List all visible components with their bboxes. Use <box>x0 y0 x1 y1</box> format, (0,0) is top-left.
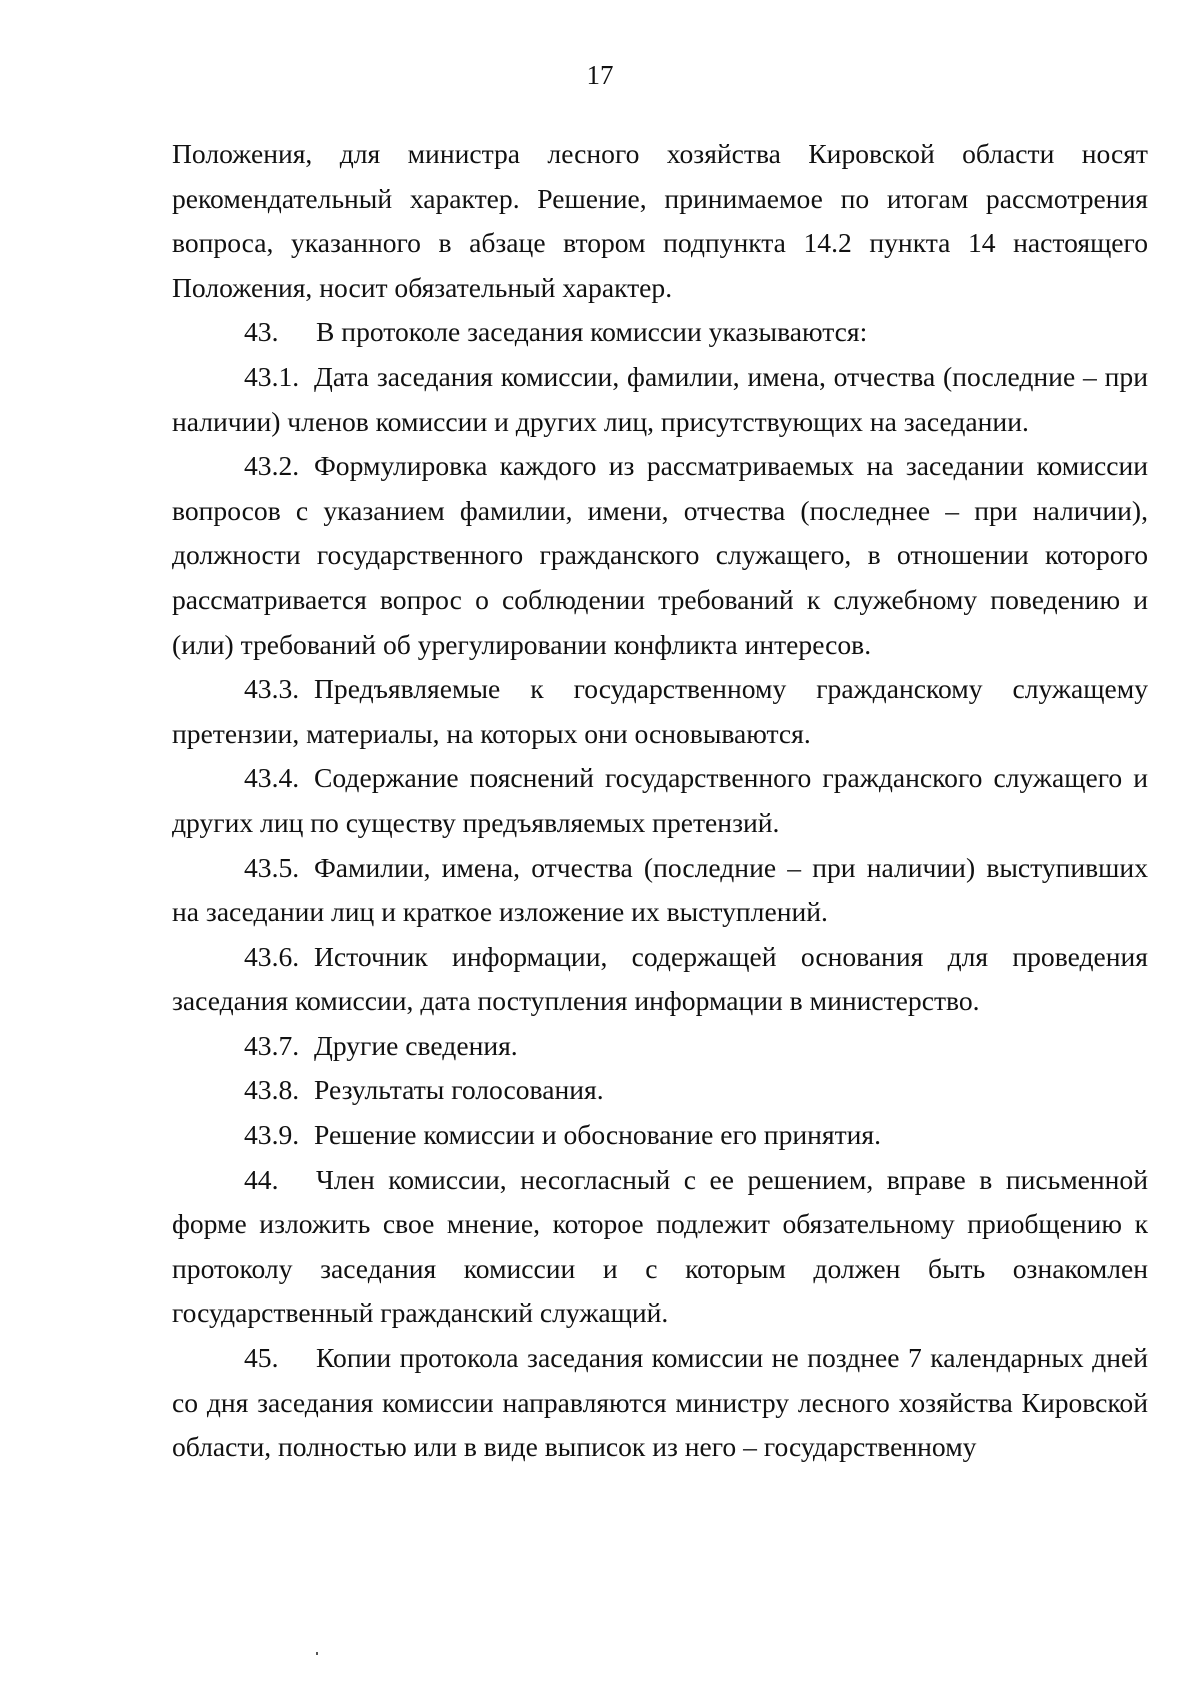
page-number: 17 <box>586 60 614 90</box>
paragraph-text: Предъявляемые к государственному гражданскому служащему претензии, материалы, на которых они основываются. <box>172 673 1148 749</box>
paragraph-number: 43.4. <box>244 762 300 794</box>
paragraph-text: Решение комиссии и обоснование его принятия. <box>314 1119 882 1151</box>
paragraph-text: Результаты голосования. <box>314 1074 604 1106</box>
paragraph-text: Формулировка каждого из рассматриваемых на заседании комиссии вопросов с указанием фамилии, имени, отчества (последнее – при наличии), должности государственного гражданского служащего, в отношении которого рассматривается вопрос о соблюдении требований к служебному поведению и (или) требований об урегулировании конфликта интересов. <box>172 450 1148 660</box>
paragraph-43 <box>172 310 1148 355</box>
paragraph-43-2 <box>172 444 1148 667</box>
paragraph-text: Член комиссии, несогласный с ее решением, вправе в письменной форме изложить свое мнение, которое подлежит обязательному приобщению к протоколу заседания комиссии и с которым должен быть ознакомлен государственный гражданский служащий. <box>172 1163 1148 1329</box>
paragraph-number: 44. <box>244 1163 279 1195</box>
paragraph-number: 43. <box>244 316 279 348</box>
paragraph-text: Положения, для министра лесного хозяйства Кировской области носят рекомендательный характер. Решение, принимаемое по итогам рассмотрения вопроса, указанного в абзаце втором подпункта 14.2 пункта 14 настоящего Положения, носит обязательный характер. <box>172 138 1148 303</box>
paragraph-text: В протоколе заседания комиссии указываются: <box>316 316 868 348</box>
paragraph-43-1 <box>172 355 1148 444</box>
paragraph-text: Копии протокола заседания комиссии не позднее 7 календарных дней со дня заседания комиссии направляются министру лесного хозяйства Кировской области, полностью или в виде выписок из него – государственному <box>172 1342 1148 1463</box>
paragraph-continuation <box>172 132 1148 310</box>
paragraph-43-5 <box>172 846 1148 935</box>
paragraph-text: Другие сведения. <box>314 1029 518 1061</box>
paragraph-45 <box>172 1336 1148 1470</box>
paragraph-44 <box>172 1158 1148 1336</box>
paragraph-number: 45. <box>244 1342 279 1374</box>
paragraph-43-8 <box>172 1068 1148 1113</box>
paragraph-text: Содержание пояснений государственного гражданского служащего и других лиц по существу предъявляемых претензий. <box>172 762 1148 838</box>
scan-artifact <box>316 1652 318 1655</box>
paragraph-number: 43.6. <box>244 940 300 972</box>
paragraph-number: 43.7. <box>244 1029 300 1061</box>
paragraph-number: 43.5. <box>244 851 300 883</box>
paragraph-43-7 <box>172 1024 1148 1069</box>
document-body <box>172 132 1148 1470</box>
paragraph-text: Фамилии, имена, отчества (последние – при наличии) выступивших на заседании лиц и краткое изложение их выступлений. <box>172 851 1148 928</box>
paragraph-text: Источник информации, содержащей основания для проведения заседания комиссии, дата поступления информации в министерство. <box>172 940 1148 1017</box>
paragraph-43-9 <box>172 1113 1148 1158</box>
paragraph-number: 43.8. <box>244 1074 300 1106</box>
paragraph-43-3 <box>172 667 1148 756</box>
paragraph-number: 43.2. <box>244 450 300 482</box>
paragraph-number: 43.9. <box>244 1119 300 1151</box>
paragraph-text: Дата заседания комиссии, фамилии, имена, отчества (последние – при наличии) членов комиссии и других лиц, присутствующих на заседании. <box>172 360 1148 437</box>
paragraph-number: 43.1. <box>244 360 300 392</box>
paragraph-number: 43.3. <box>244 673 300 705</box>
paragraph-43-4 <box>172 756 1148 845</box>
paragraph-43-6 <box>172 935 1148 1024</box>
